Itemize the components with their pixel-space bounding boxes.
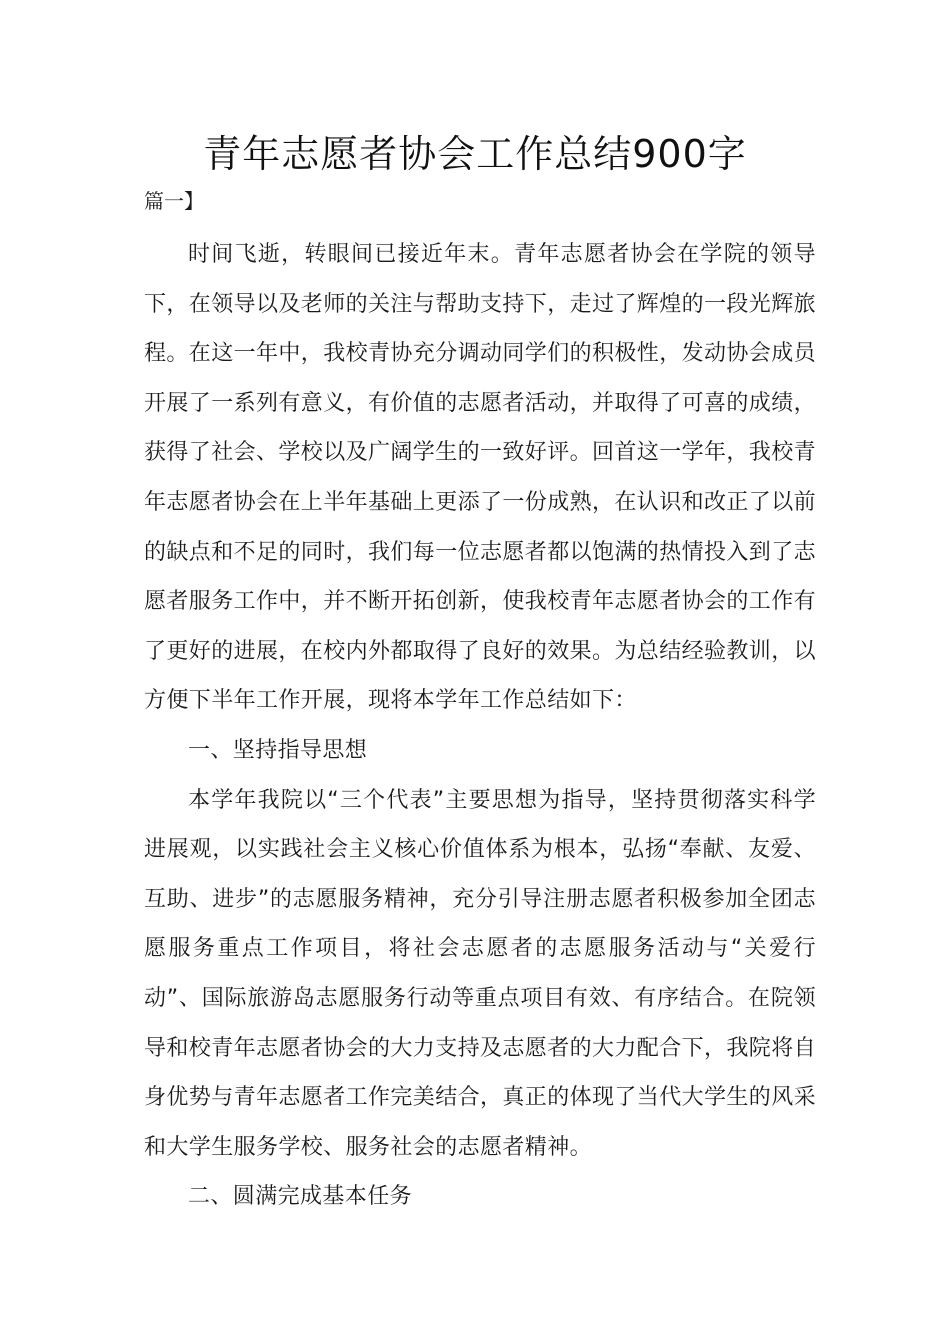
section-label: 篇一】	[144, 189, 204, 213]
paragraph-guiding-thought: 本学年我院以“三个代表”主要思想为指导，坚持贯彻落实科学进展观，以实践社会主义核心价值体系为根本，弘扬“奉献、友爱、互助、进步”的志愿服务精神，充分引导注册志愿者积极参加全团志愿服务重点工作项目，将社会志愿者的志愿服务活动与“关爱行动”、国际旅游岛志愿服务行动等重点项目有效、有序结合。在院领导和校青年志愿者协会的大力支持及志愿者的大力配合下，我院将自身优势与青年志愿者工作完美结合，真正的体现了当代大学生的风采和大学生服务学校、服务社会的志愿者精神。	[144, 787, 817, 1160]
section-heading-1: 一、坚持指导思想	[188, 737, 368, 763]
document-body	[144, 230, 816, 1222]
paragraph-intro: 时间飞逝，转眼间已接近年末。青年志愿者协会在学院的领导下，在领导以及老师的关注与帮助支持下，走过了辉煌的一段光辉旅程。在这一年中，我校青协充分调动同学们的积极性，发动协会成员开展了一系列有意义，有价值的志愿者活动，并取得了可喜的成绩，获得了社会、学校以及广阔学生的一致好评。回首这一学年，我校青年志愿者协会在上半年基础上更添了一份成熟，在认识和改正了以前的缺点和不足的同时，我们每一位志愿者都以饱满的热情投入到了志愿者服务工作中，并不断开拓创新，使我校青年志愿者协会的工作有了更好的进展，在校内外都取得了良好的效果。为总结经验教训，以方便下半年工作开展，现将本学年工作总结如下：	[144, 242, 817, 714]
document-title: 青年志愿者协会工作总结900字	[203, 132, 747, 176]
section-heading-2: 二、圆满完成基本任务	[188, 1184, 413, 1210]
